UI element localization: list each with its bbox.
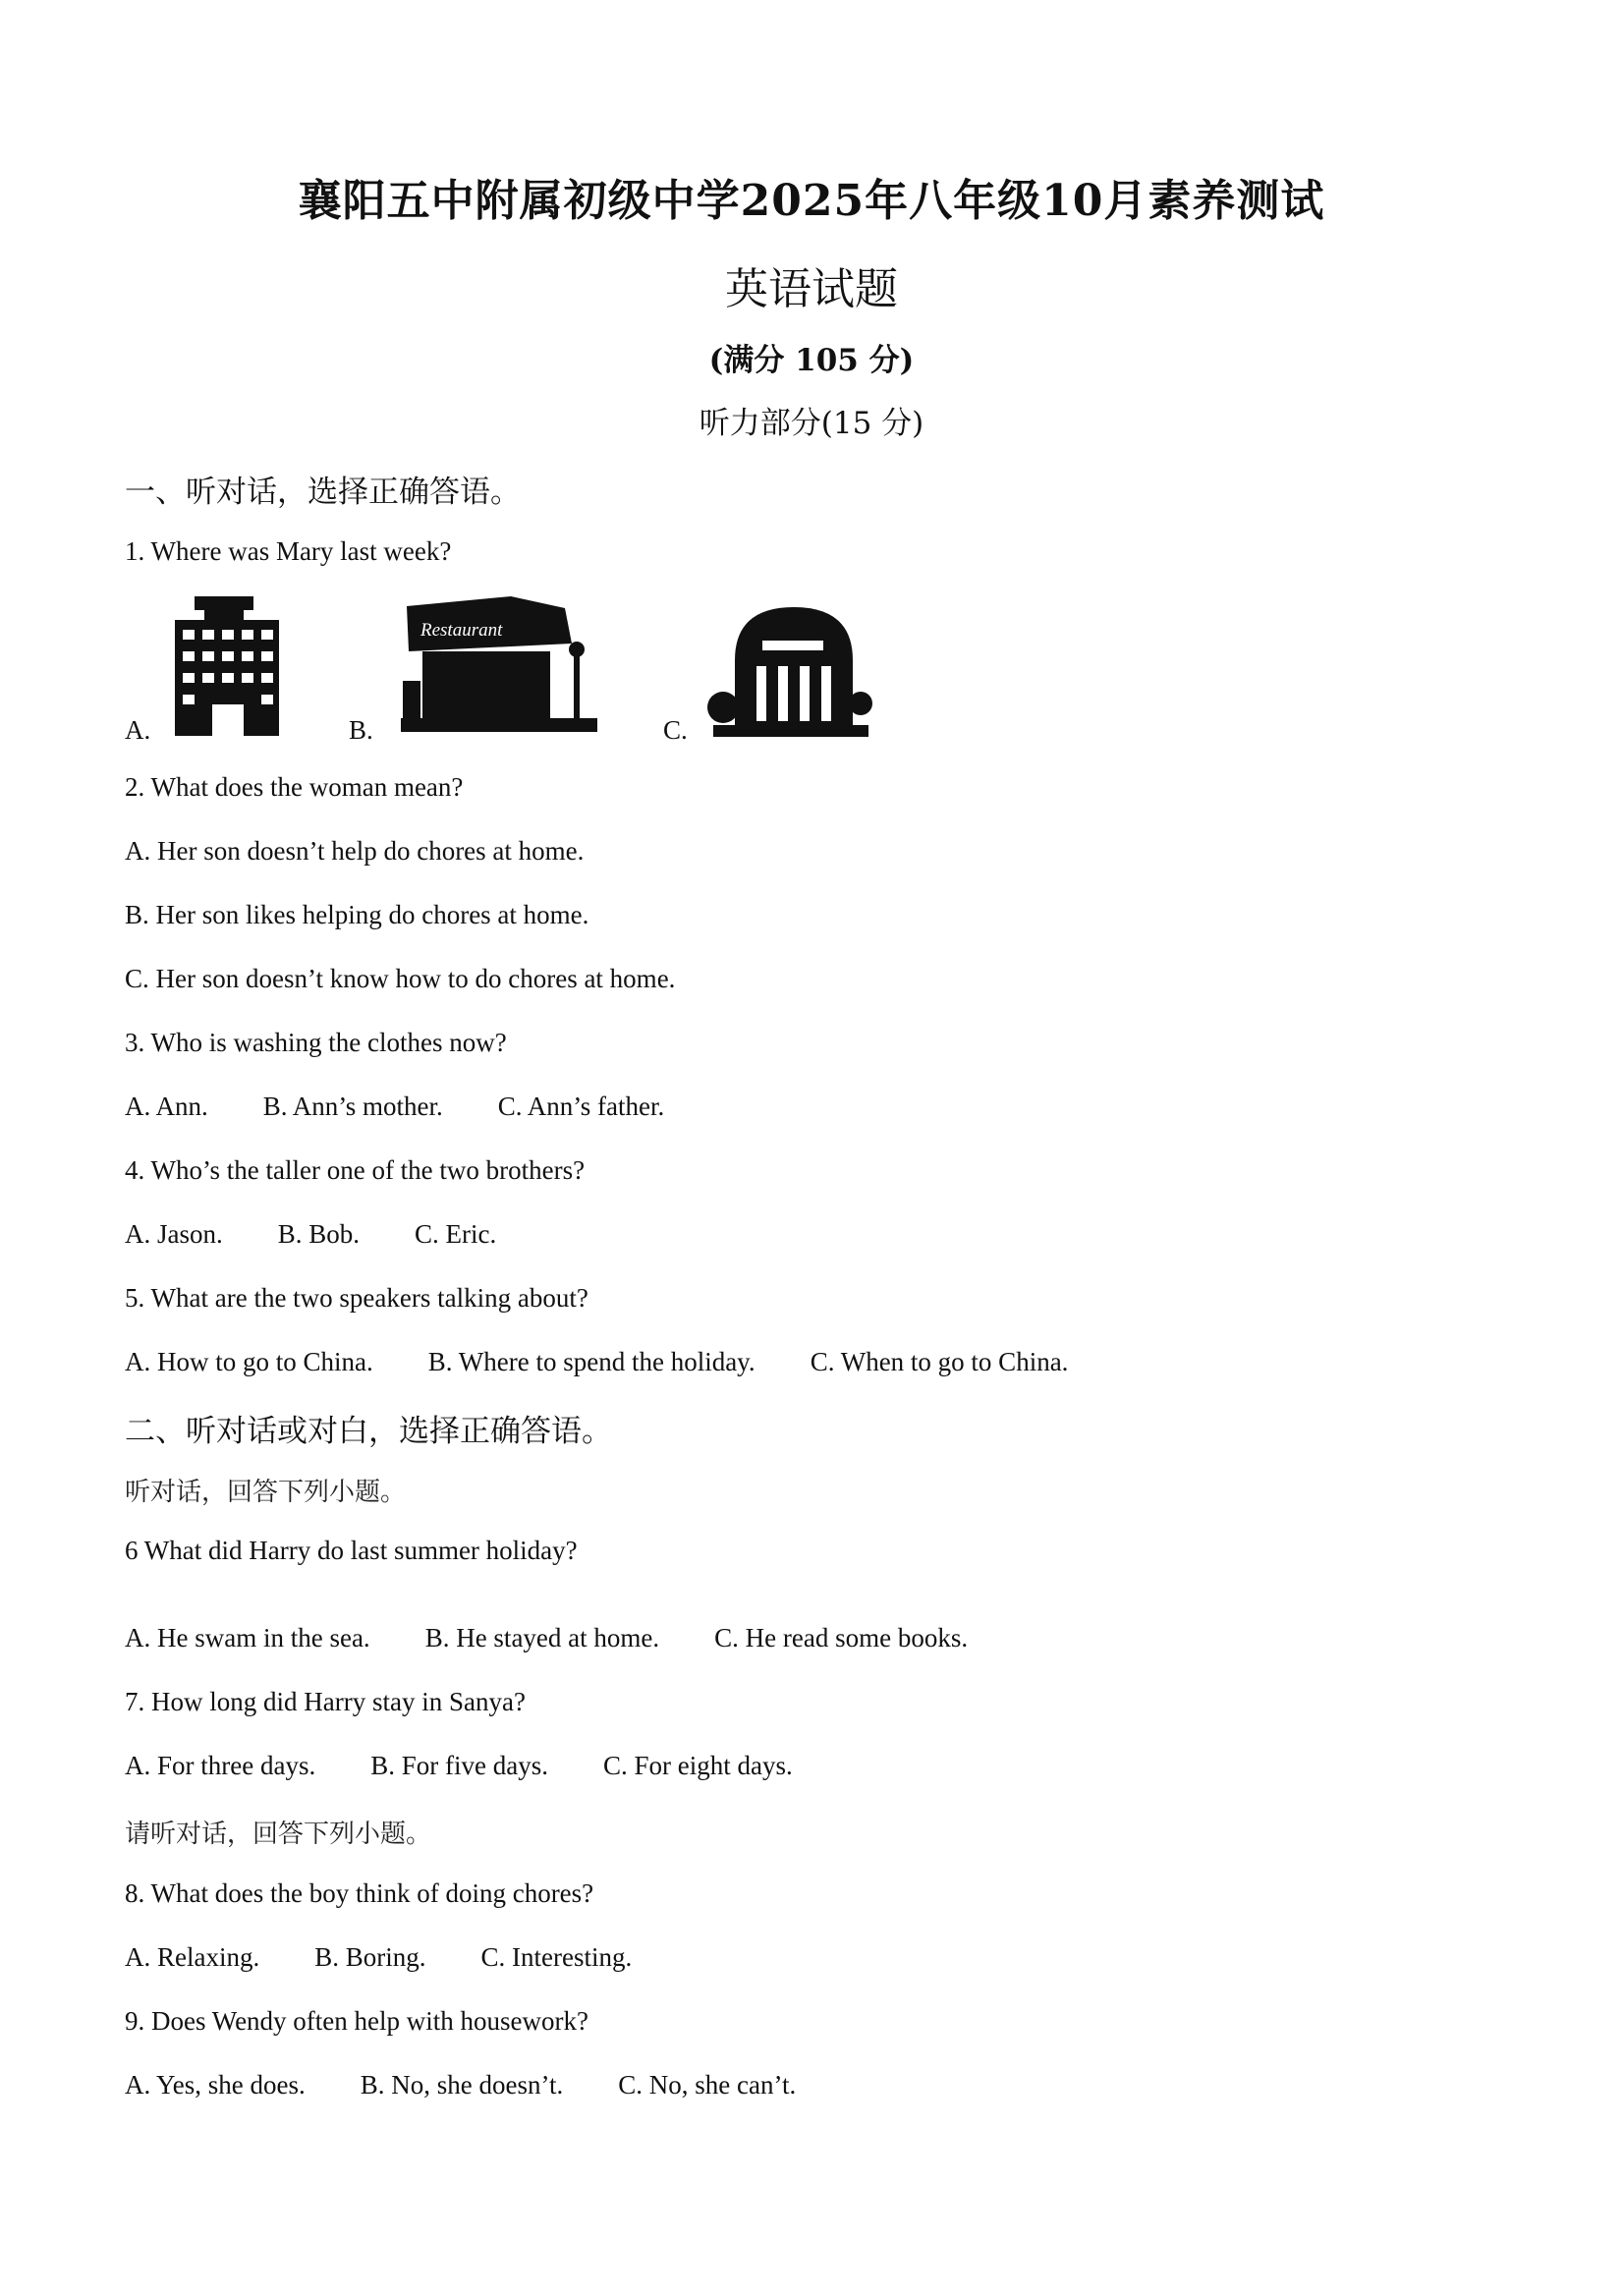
q9-option-a: A. Yes, she does.	[125, 2070, 306, 2100]
q4-option-a: A. Jason.	[125, 1219, 223, 1249]
listening-part-title: 听力部分(15 分)	[699, 406, 924, 441]
full-score: (满分 105 分)	[708, 343, 915, 378]
question-6: 6 What did Harry do last summer holiday?	[125, 1536, 578, 1565]
q3-option-b: B. Ann’s mother.	[262, 1092, 443, 1121]
q2-option-a: A. Her son doesn’t help do chores at home.	[125, 836, 585, 866]
section2-intro-2: 请听对话，回答下列小题。	[125, 1820, 432, 1849]
q4-options	[125, 1219, 551, 1250]
section2-heading: 二、听对话或对白，选择正确答语。	[125, 1414, 612, 1449]
question-2: 2. What does the woman mean?	[125, 772, 464, 802]
section1-heading: 一、听对话，选择正确答语。	[125, 475, 521, 510]
q8-option-c: C. Interesting.	[480, 1942, 633, 1972]
q7-options	[125, 1751, 848, 1781]
q8-options	[125, 1942, 687, 1973]
q2-option-c: C. Her son doesn’t know how to do chores at home.	[125, 964, 676, 993]
question-3: 3. Who is washing the clothes now?	[125, 1028, 507, 1057]
q7-option-c: C. For eight days.	[602, 1751, 793, 1780]
q6-option-a: A. He swam in the sea.	[125, 1623, 370, 1652]
q3-options	[125, 1092, 719, 1122]
q7-option-a: A. For three days.	[125, 1751, 316, 1780]
q5-option-b: B. Where to spend the holiday.	[427, 1347, 756, 1376]
question-9: 9. Does Wendy often help with housework?	[125, 2006, 588, 2036]
q7-option-b: B. For five days.	[370, 1751, 548, 1780]
section2-intro-1: 听对话，回答下列小题。	[125, 1478, 407, 1507]
q8-option-b: B. Boring.	[314, 1942, 426, 1972]
exam-subtitle: 英语试题	[725, 264, 898, 314]
restaurant-icon	[393, 594, 599, 737]
q6-option-c: C. He read some books.	[714, 1623, 969, 1652]
question-7: 7. How long did Harry stay in Sanya?	[125, 1687, 526, 1716]
q1-option-a-label: A.	[125, 715, 151, 745]
question-1: 1. Where was Mary last week?	[125, 536, 452, 566]
exam-title: 襄阳五中附属初级中学2025年八年级10月素养测试	[298, 176, 1325, 226]
q2-option-b: B. Her son likes helping do chores at home.	[125, 900, 589, 929]
q9-option-c: C. No, she can’t.	[618, 2070, 797, 2100]
q5-option-c: C. When to go to China.	[810, 1347, 1069, 1376]
q8-option-a: A. Relaxing.	[125, 1942, 260, 1972]
q4-option-b: B. Bob.	[277, 1219, 361, 1249]
office-building-icon	[167, 594, 290, 737]
q9-options	[125, 2070, 851, 2100]
restaurant-sign-text: Restaurant	[420, 620, 503, 641]
q5-option-a: A. How to go to China.	[125, 1347, 373, 1376]
q6-option-b: B. He stayed at home.	[424, 1623, 660, 1652]
question-8: 8. What does the boy think of doing chores?	[125, 1878, 594, 1908]
q5-options	[125, 1347, 1123, 1377]
q9-option-b: B. No, she doesn’t.	[360, 2070, 564, 2100]
q3-option-c: C. Ann’s father.	[497, 1092, 665, 1121]
question-4: 4. Who’s the taller one of the two brothers?	[125, 1155, 586, 1185]
q3-option-a: A. Ann.	[125, 1092, 208, 1121]
q6-options	[125, 1623, 1023, 1653]
question-5: 5. What are the two speakers talking about?	[125, 1283, 588, 1313]
q4-option-c: C. Eric.	[415, 1219, 497, 1249]
q1-option-b-label: B.	[349, 715, 373, 745]
museum-icon	[705, 601, 872, 739]
q1-option-c-label: C.	[663, 715, 688, 745]
